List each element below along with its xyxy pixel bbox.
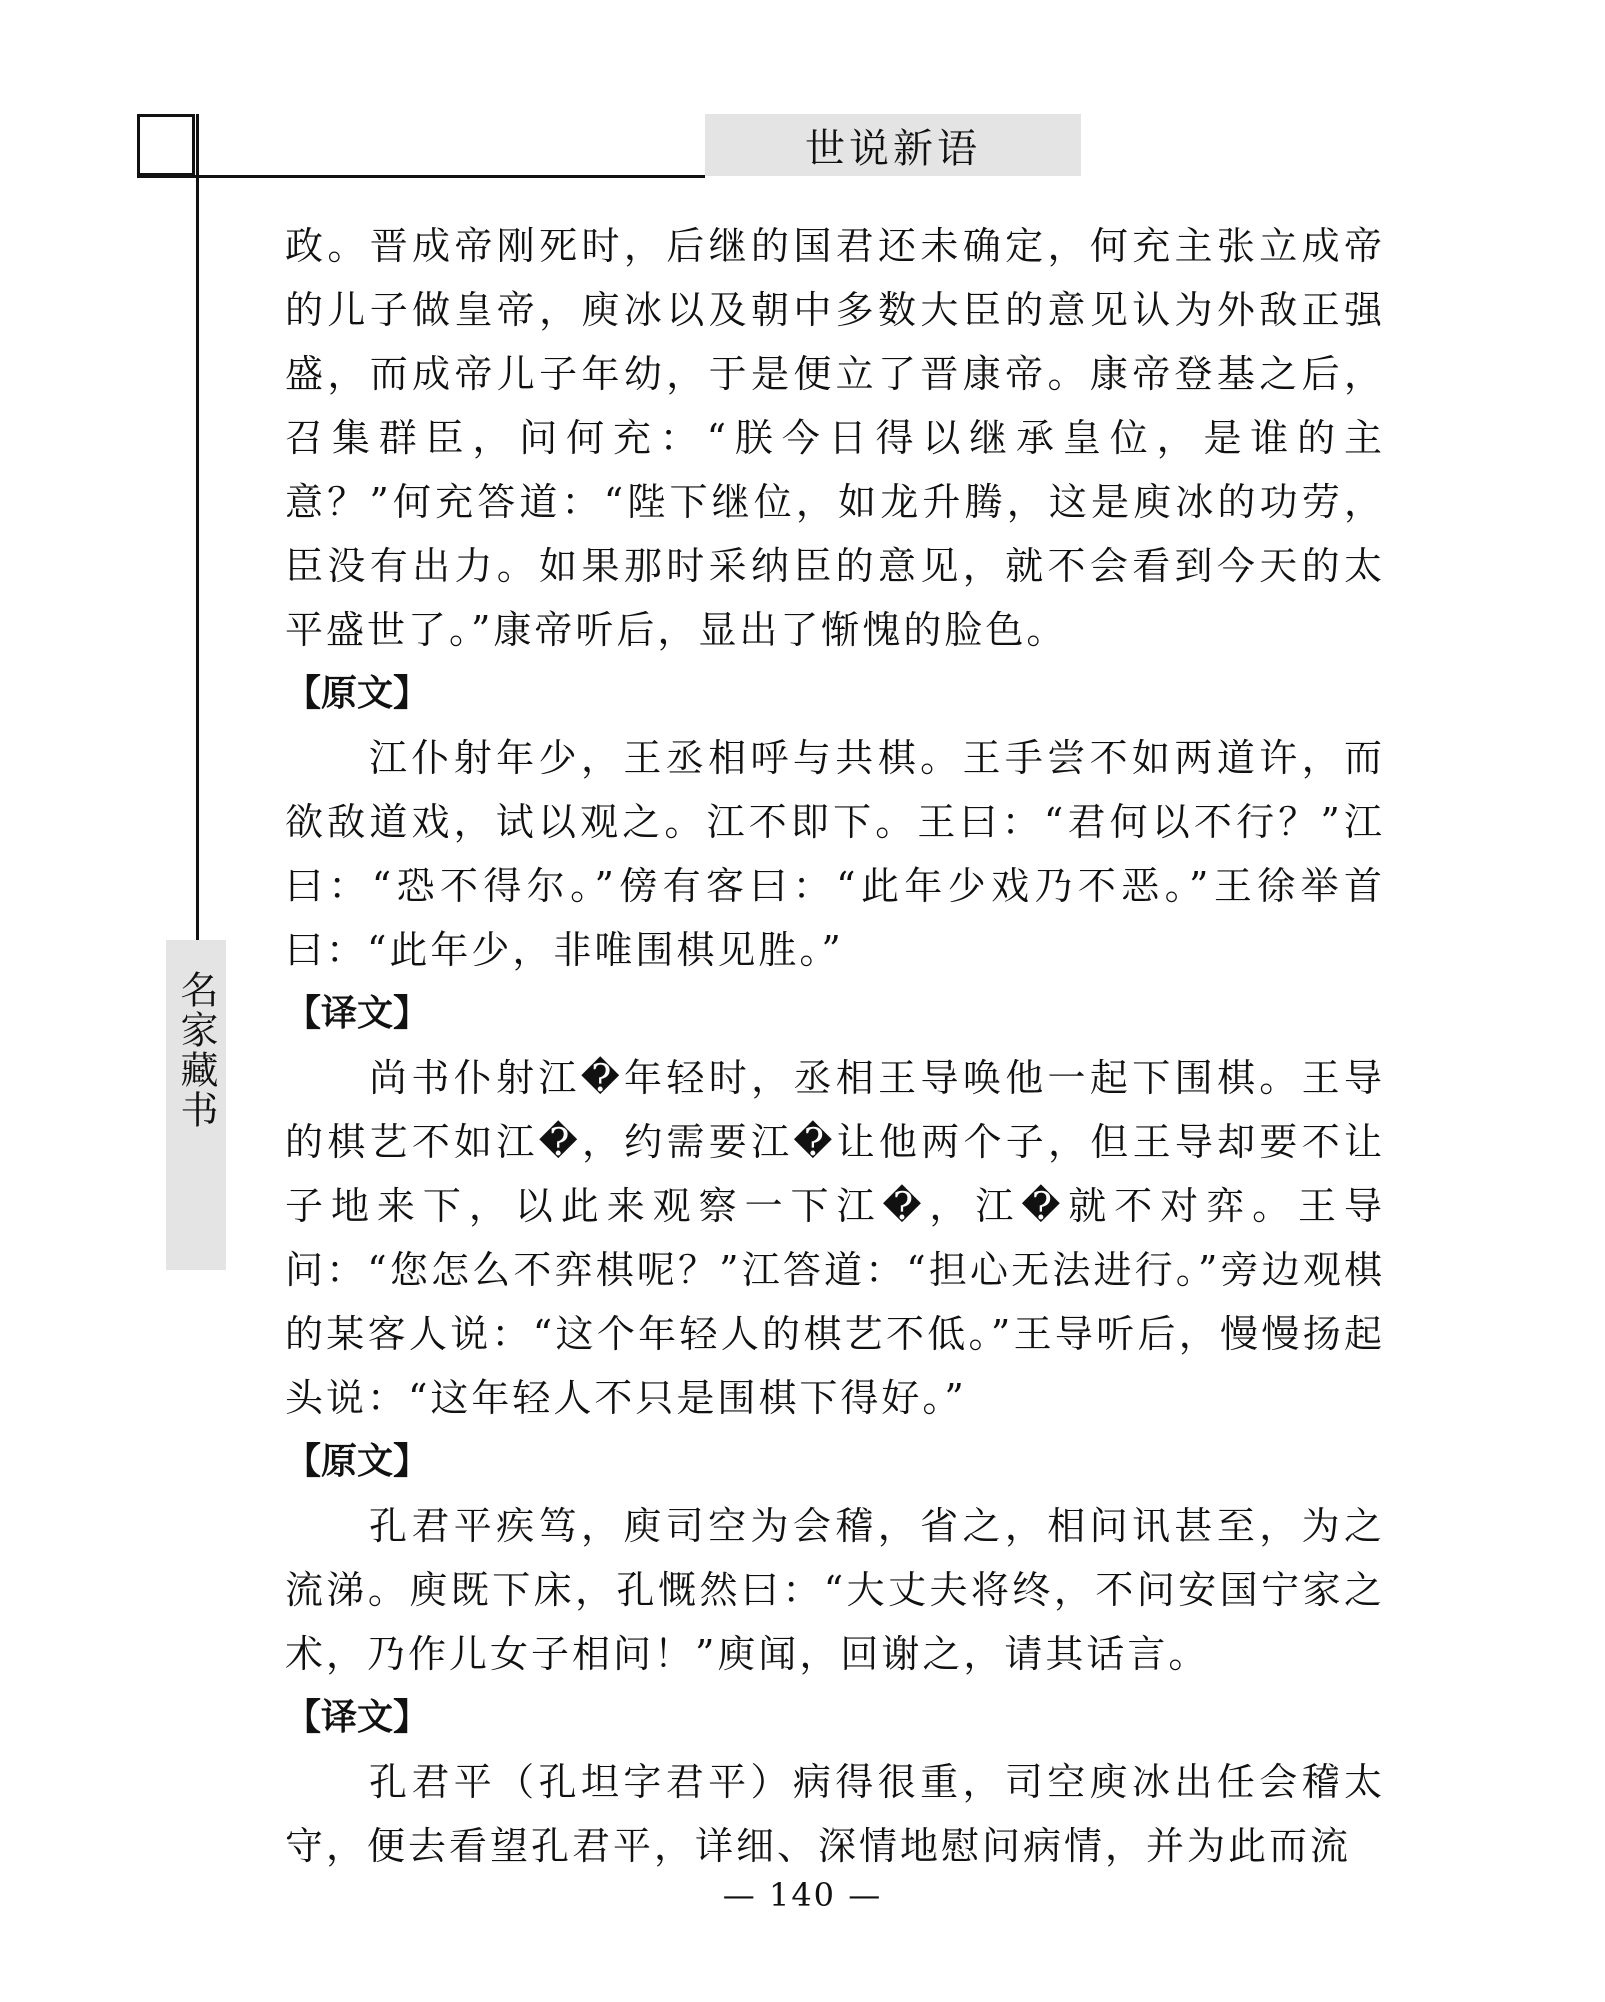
- paragraph-translation: 尚书仆射江�年轻时，丞相王导唤他一起下围棋。王导的棋艺不如江�，约需要江�让他两个子，但王导却要不让子地来下，以此来观察一下江�，江�就不对弈。王导问：“您怎么不弈棋呢？”江答道：“担心无法进行。”旁边观棋的某客人说：“这个年轻人的棋艺不低。”王导听后，慢慢扬起头说：“这年轻人不只是围棋下得好。”: [285, 1056, 1385, 1420]
- header-rule-line: [137, 175, 705, 178]
- margin-rule-line: [196, 114, 199, 940]
- section-heading-translation: 【译文】: [285, 993, 430, 1034]
- side-tab-series-label: [166, 940, 226, 1270]
- section-heading-translation: 【译文】: [285, 1697, 430, 1738]
- side-tab-label: 名家藏书: [174, 970, 218, 1130]
- paragraph-original-text: 孔君平疾笃，庾司空为会稽，省之，相问讯甚至，为之流涕。庾既下床，孔慨然曰：“大丈夫将终，不问安国宁家之术，乃作儿女子相问！”庾闻，回谢之，请其话言。: [285, 1504, 1385, 1676]
- corner-frame-box: [137, 114, 195, 176]
- running-header-title: 世说新语: [705, 114, 1081, 176]
- section-heading-original: 【原文】: [285, 673, 430, 714]
- paragraph-translation-continued: 政。晋成帝刚死时，后继的国君还未确定，何充主张立成帝的儿子做皇帝，庾冰以及朝中多数大臣的意见认为外敌正强盛，而成帝儿子年幼，于是便立了晋康帝。康帝登基之后，召集群臣，问何充：“朕今日得以继承皇位，是谁的主意？”何充答道：“陛下继位，如龙升腾，这是庾冰的功劳，臣没有出力。如果那时采纳臣的意见，就不会看到今天的太平盛世了。”康帝听后，显出了惭愧的脸色。: [285, 224, 1385, 652]
- paragraph-original-text: 江仆射年少，王丞相呼与共棋。王手尝不如两道许，而欲敌道戏，试以观之。江不即下。王曰：“君何以不行？”江曰：“恐不得尔。”傍有客曰：“此年少戏乃不恶。”王徐举首曰：“此年少，非唯围棋见胜。”: [285, 736, 1385, 972]
- page-number: — 140 —: [722, 1876, 883, 1914]
- paragraph-translation: 孔君平（孔坦字君平）病得很重，司空庾冰出任会稽太守，便去看望孔君平，详细、深情地慰问病情，并为此而流: [285, 1760, 1385, 1868]
- main-text-body: [285, 214, 1385, 1878]
- section-heading-original: 【原文】: [285, 1441, 430, 1482]
